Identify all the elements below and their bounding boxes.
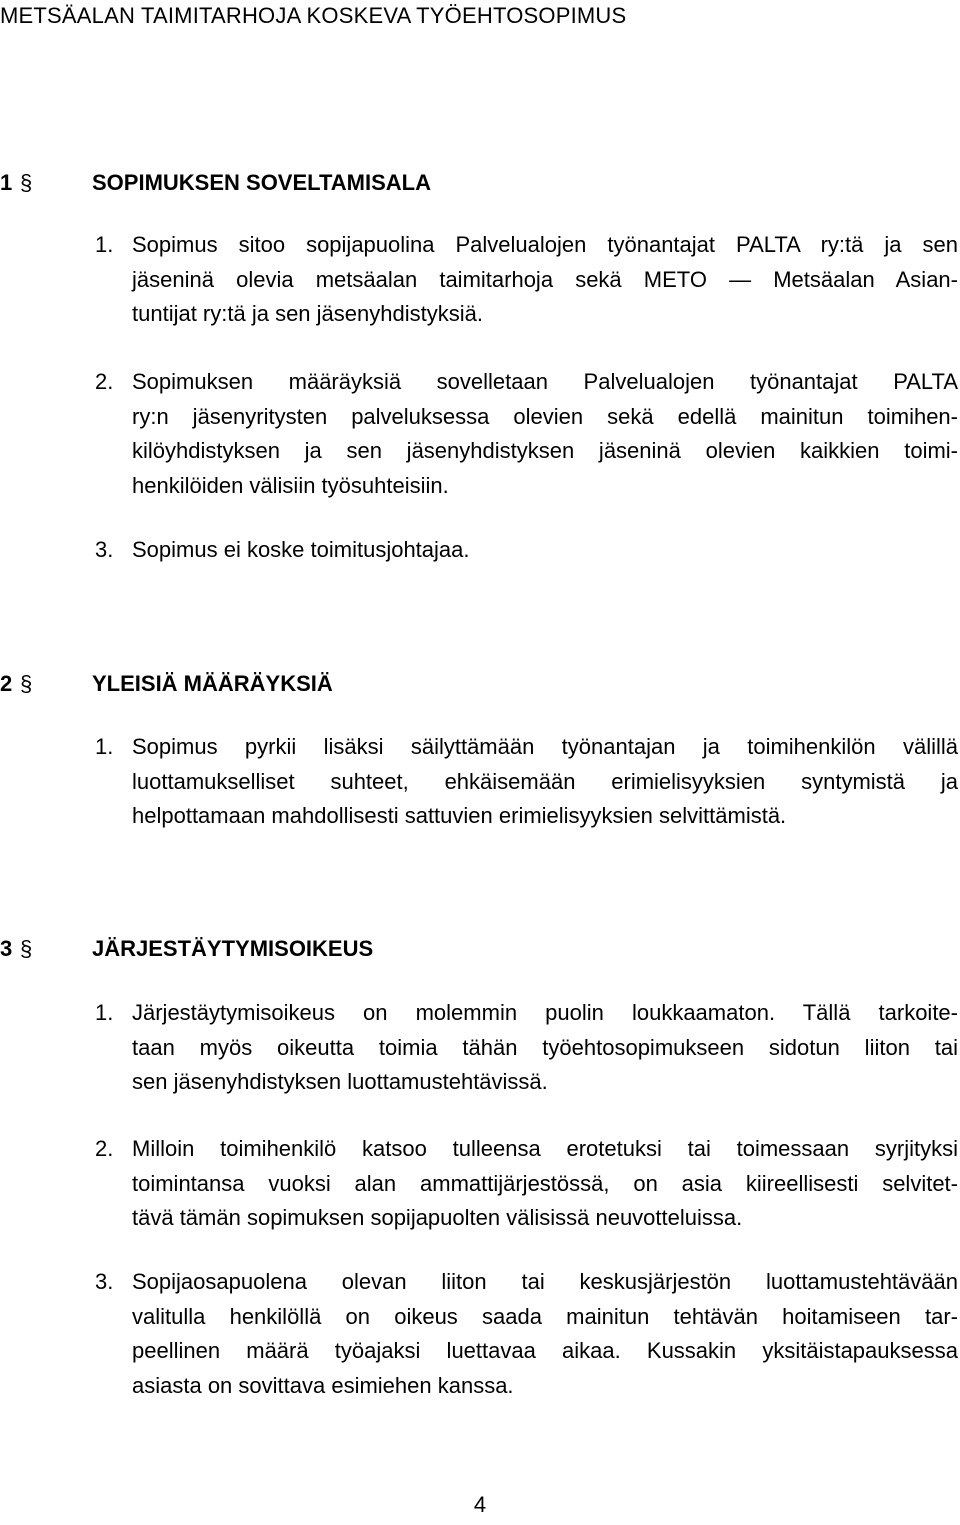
section-heading-2	[0, 671, 333, 697]
paragraph-number: 2.	[95, 1136, 114, 1161]
paragraph-number: 1.	[95, 734, 114, 759]
paragraph-3-1	[95, 996, 958, 1100]
paragraph-line: sen jäsenyhdistyksen luottamustehtävissä.	[132, 1069, 548, 1094]
document-header-title: METSÄALAN TAIMITARHOJA KOSKEVA TYÖEHTOSOPIMUS	[0, 3, 627, 28]
paragraph-line: tuntijat ry:tä ja sen jäsenyhdistyksiä.	[132, 301, 483, 326]
section-number: 3	[0, 936, 13, 961]
paragraph-line: 3. Sopimus ei koske toimitusjohtajaa.	[95, 533, 958, 568]
paragraph-line: 2. Milloin toimihenkilö katsoo tulleensa erotetuksi tai toimessaan syrjityksi	[95, 1132, 958, 1167]
paragraph-line: peellinen määrä työajaksi luettavaa aikaa. Kussakin yksitäistapauksessa	[132, 1338, 958, 1363]
paragraph-1-1	[95, 228, 958, 332]
paragraph-number: 3.	[95, 537, 114, 562]
paragraph-1-3	[95, 533, 958, 568]
section-heading-3	[0, 936, 373, 962]
paragraph-line: tävä tämän sopimuksen sopijapuolten välisissä neuvotteluissa.	[132, 1205, 743, 1230]
section-title: JÄRJESTÄYTYMISOIKEUS	[92, 936, 374, 961]
section-number: 2	[0, 671, 13, 696]
section-sign: §	[20, 170, 33, 195]
paragraph-line: jäseninä olevia metsäalan taimitarhoja sekä METO — Metsäalan Asian-	[132, 266, 958, 292]
paragraph-line: valitulla henkilöllä on oikeus saada mainitun tehtävän hoitamiseen tar-	[132, 1303, 958, 1329]
paragraph-line: asiasta on sovittava esimiehen kanssa.	[132, 1372, 514, 1398]
paragraph-line: helpottamaan mahdollisesti sattuvien erimielisyyksien selvittämistä.	[132, 803, 787, 828]
paragraph-line: ry:n jäsenyritysten palveluksessa olevien sekä edellä mainitun toimihen-	[132, 403, 958, 429]
paragraph-line: kilöyhdistyksen ja sen jäsenyhdistyksen jäseninä olevien kaikkien toimi-	[132, 438, 958, 463]
paragraph-line: 3. Sopijaosapuolena olevan liiton tai keskusjärjestön luottamustehtävään	[95, 1265, 958, 1300]
section-title: YLEISIÄ MÄÄRÄYKSIÄ	[92, 671, 333, 696]
paragraph-3-3	[95, 1265, 958, 1403]
paragraph-line: 1. Järjestäytymisoikeus on molemmin puolin loukkaamaton. Tällä tarkoite-	[95, 996, 958, 1031]
section-sign: §	[20, 936, 33, 961]
paragraph-line: 1. Sopimus pyrkii lisäksi säilyttämään työnantajan ja toimihenkilön välillä	[95, 730, 958, 765]
paragraph-number: 1.	[95, 232, 114, 257]
section-title: SOPIMUKSEN SOVELTAMISALA	[92, 170, 431, 195]
paragraph-line: toimintansa vuoksi alan ammattijärjestössä, on asia kiireellisesti selvitet-	[132, 1170, 958, 1196]
paragraph-number: 2.	[95, 369, 114, 394]
paragraph-number: 3.	[95, 1269, 114, 1294]
paragraph-number: 1.	[95, 1000, 114, 1025]
paragraph-line: henkilöiden välisiin työsuhteisiin.	[132, 472, 449, 498]
paragraph-2-1	[95, 730, 958, 834]
paragraph-3-2	[95, 1132, 958, 1236]
paragraph-1-2	[95, 365, 958, 503]
paragraph-line: 1. Sopimus sitoo sopijapuolina Palvelualojen työnantajat PALTA ry:tä ja sen	[95, 228, 958, 263]
paragraph-line: 2. Sopimuksen määräyksiä sovelletaan Palvelualojen työnantajat PALTA	[95, 365, 958, 400]
section-number: 1	[0, 170, 13, 195]
paragraph-line: luottamukselliset suhteet, ehkäisemään erimielisyyksien syntymistä ja	[132, 768, 958, 794]
section-sign: §	[20, 671, 33, 696]
page-number: 4	[473, 1492, 487, 1517]
paragraph-line: taan myös oikeutta toimia tähän työehtosopimukseen sidotun liiton tai	[132, 1034, 958, 1060]
section-heading-1	[0, 170, 431, 196]
